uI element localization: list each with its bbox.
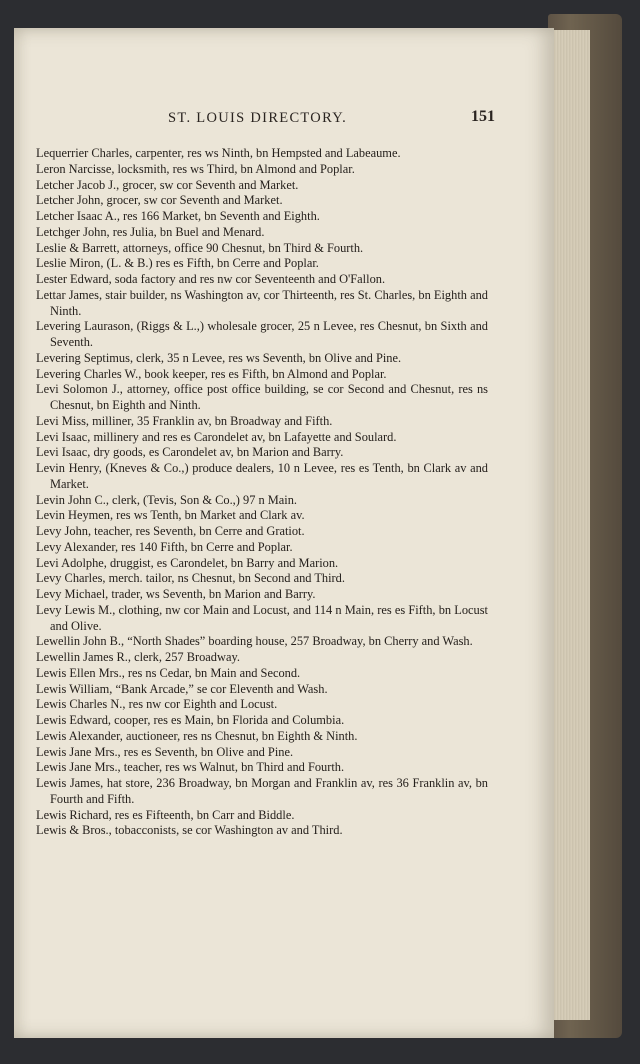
directory-entry: Lewis Charles N., res nw cor Eighth and Locust. (36, 697, 278, 712)
directory-entry: Lewis Jane Mrs., res es Seventh, bn Olive and Pine. (36, 744, 294, 759)
directory-entry: Levy Lewis M., clothing, nw cor Main and Locust, and 114 n Main, res es Fifth, bn Locust and Olive. (36, 602, 488, 633)
directory-entry: Lewis James, hat store, 236 Broadway, bn Morgan and Franklin av, res 36 Franklin av, bn Fourth and Fifth. (36, 776, 488, 806)
directory-entry: Lewellin John B., “North Shades” boarding house, 257 Broadway, bn Cherry and Wash. (36, 634, 473, 649)
directory-entry: Levering Septimus, clerk, 35 n Levee, res ws Seventh, bn Olive and Pine. (36, 350, 402, 365)
page-edges (548, 30, 590, 1020)
directory-entry: Lewis Ellen Mrs., res ns Cedar, bn Main and Second. (36, 665, 301, 680)
directory-entry: Leron Narcisse, locksmith, res ws Third, bn Almond and Poplar. (36, 161, 355, 176)
directory-entry: Levi Miss, milliner, 35 Franklin av, bn Broadway and Fifth. (36, 413, 333, 428)
directory-entry: Leslie & Barrett, attorneys, office 90 Chesnut, bn Third & Fourth. (36, 240, 364, 255)
directory-entry: Levin Henry, (Kneves & Co.,) produce dealers, 10 n Levee, res es Tenth, bn Clark av and Market. (36, 461, 488, 491)
directory-entry: Lewis & Bros., tobacconists, se cor Washington av and Third. (36, 823, 343, 838)
directory-entry: Levi Adolphe, druggist, es Carondelet, bn Barry and Marion. (36, 555, 339, 570)
directory-entry: Lequerrier Charles, carpenter, res ws Ninth, bn Hempsted and Labeaume. (36, 146, 401, 160)
directory-entry: Levi Isaac, millinery and res es Carondelet av, bn Lafayette and Soulard. (36, 429, 397, 444)
directory-entry: Levy Alexander, res 140 Fifth, bn Cerre and Poplar. (36, 539, 293, 554)
directory-entry: Lewis Jane Mrs., teacher, res ws Walnut, bn Third and Fourth. (36, 760, 345, 775)
directory-entry: Levering Laurason, (Riggs & L.,) wholesale grocer, 25 n Levee, res Chesnut, bn Sixth and Seventh. (36, 319, 488, 349)
directory-entry: Levy Michael, trader, ws Seventh, bn Marion and Barry. (36, 587, 316, 601)
directory-entry: Letcher Jacob J., grocer, sw cor Seventh and Market. (36, 177, 299, 192)
directory-entry: Lewellin James R., clerk, 257 Broadway. (36, 650, 240, 664)
directory-entry: Lester Edward, soda factory and res nw cor Seventeenth and O'Fallon. (36, 272, 386, 286)
directory-entry: Lewis William, “Bank Arcade,” se cor Eleventh and Wash. (36, 681, 328, 696)
directory-entry: Lewis Alexander, auctioneer, res ns Chesnut, bn Eighth & Ninth. (36, 728, 358, 743)
directory-entry: Lewis Richard, res es Fifteenth, bn Carr and Biddle. (36, 807, 295, 822)
running-head: ST. LOUIS DIRECTORY. (168, 110, 348, 126)
page-header (14, 110, 554, 130)
page-number: 151 (471, 108, 495, 125)
directory-entry: Letchger John, res Julia, bn Buel and Menard. (36, 224, 265, 239)
directory-entry: Levi Solomon J., attorney, office post office building, se cor Second and Chesnut, res ns Chesnut, bn Eighth and Ninth. (36, 382, 488, 412)
directory-entry: Levy Charles, merch. tailor, ns Chesnut, bn Second and Third. (36, 571, 345, 586)
directory-entry: Levin John C., clerk, (Tevis, Son & Co.,) 97 n Main. (36, 492, 298, 507)
directory-entry: Levering Charles W., book keeper, res es Fifth, bn Almond and Poplar. (36, 366, 387, 381)
directory-entry: Leslie Miron, (L. & B.) res es Fifth, bn Cerre and Poplar. (36, 256, 319, 271)
directory-entry: Levy John, teacher, res Seventh, bn Cerre and Gratiot. (36, 524, 305, 538)
directory-entry: Lettar James, stair builder, ns Washington av, cor Thirteenth, res St. Charles, bn Eighth and Ninth. (36, 287, 488, 318)
directory-entry: Levin Heymen, res ws Tenth, bn Market and Clark av. (36, 508, 305, 523)
directory-entry: Lewis Edward, cooper, res es Main, bn Florida and Columbia. (36, 713, 345, 727)
directory-entry: Levi Isaac, dry goods, es Carondelet av, bn Marion and Barry. (36, 445, 344, 460)
directory-entries (36, 146, 488, 839)
directory-entry: Letcher Isaac A., res 166 Market, bn Seventh and Eighth. (36, 209, 320, 223)
directory-entry: Letcher John, grocer, sw cor Seventh and Market. (36, 193, 283, 208)
